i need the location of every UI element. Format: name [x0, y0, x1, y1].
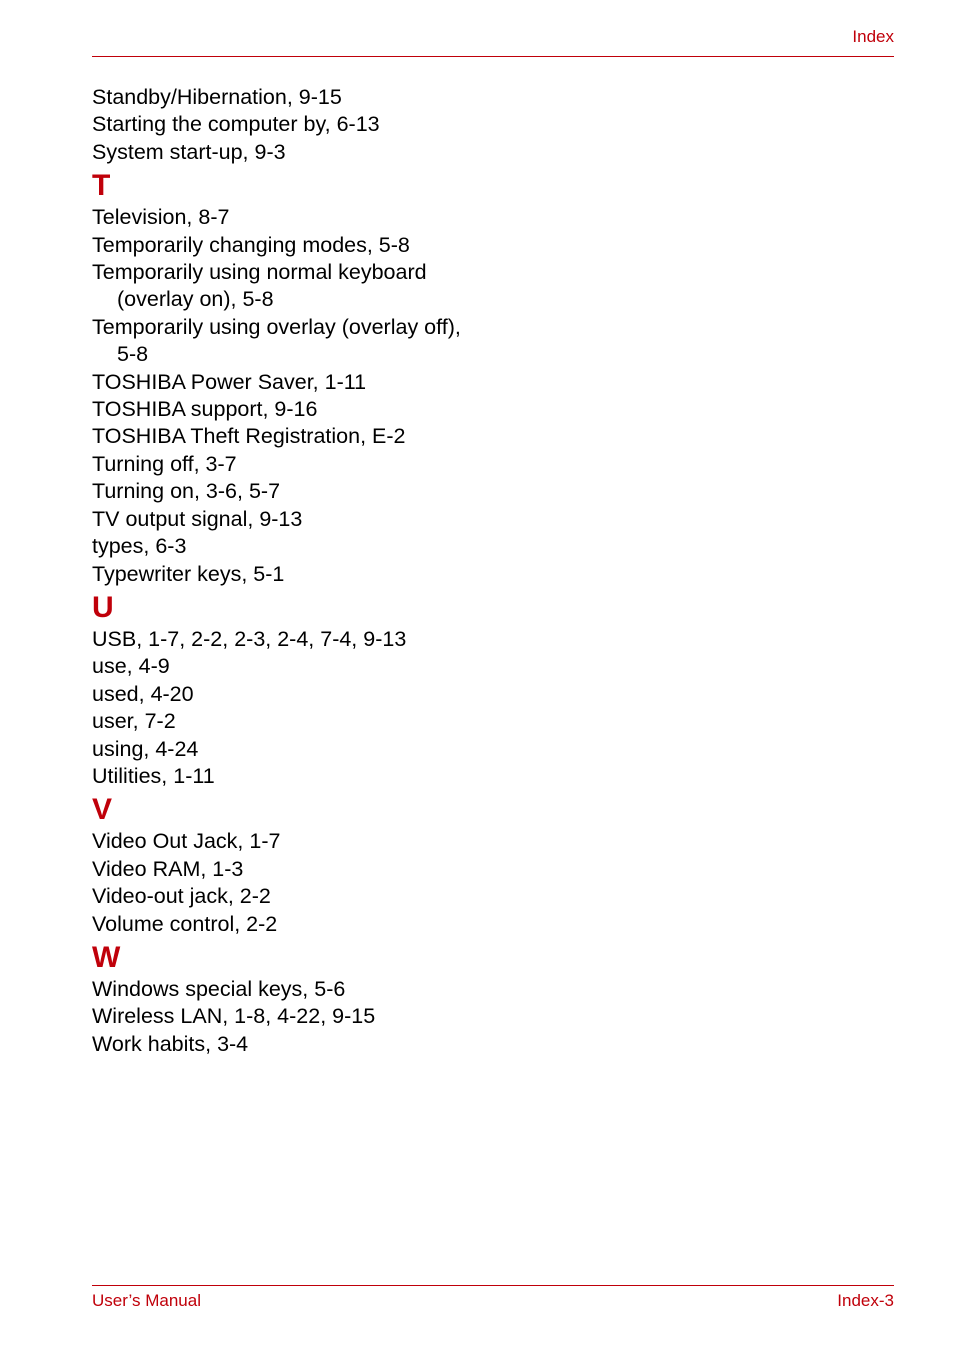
index-entry: Wireless LAN, 1-8, 4-22, 9-15	[92, 1004, 376, 1029]
index-entry-continuation: 5-8	[117, 342, 149, 367]
index-list	[92, 84, 512, 1058]
index-entry: Video-out jack, 2-2	[92, 884, 271, 909]
footer-page-number: Index-3	[837, 1291, 894, 1310]
index-entry: Temporarily using normal keyboard	[92, 260, 427, 285]
index-entry: using, 4-24	[92, 736, 199, 761]
index-entry: use, 4-9	[92, 654, 170, 679]
index-entry: TOSHIBA Power Saver, 1-11	[92, 369, 367, 394]
index-entry: Video Out Jack, 1-7	[92, 829, 281, 854]
index-letter-heading: V	[92, 793, 113, 827]
index-entry: TV output signal, 9-13	[92, 506, 303, 531]
index-entry: Volume control, 2-2	[92, 911, 278, 936]
header-section-label: Index	[852, 27, 894, 46]
index-entry: Windows special keys, 5-6	[92, 976, 346, 1001]
index-entry: user, 7-2	[92, 709, 176, 734]
index-entry: Turning off, 3-7	[92, 451, 237, 476]
index-entry: Temporarily using overlay (overlay off),	[92, 314, 461, 339]
index-letter-heading: T	[92, 169, 111, 203]
index-entry: types, 6-3	[92, 534, 187, 559]
header-rule	[92, 56, 894, 57]
index-entry: TOSHIBA support, 9-16	[92, 397, 318, 422]
index-entry: System start-up, 9-3	[92, 139, 286, 164]
index-entry: Work habits, 3-4	[92, 1031, 249, 1056]
footer-manual-title: User’s Manual	[92, 1291, 201, 1310]
index-entry: Utilities, 1-11	[92, 763, 215, 788]
index-letter-heading: U	[92, 590, 114, 624]
index-entry: used, 4-20	[92, 681, 194, 706]
index-entry: USB, 1-7, 2-2, 2-3, 2-4, 7-4, 9-13	[92, 626, 407, 651]
index-entry: Temporarily changing modes, 5-8	[92, 232, 410, 257]
index-entry: TOSHIBA Theft Registration, E-2	[92, 424, 406, 449]
index-entry: Starting the computer by, 6-13	[92, 112, 380, 137]
index-entry: Video RAM, 1-3	[92, 856, 244, 881]
footer-rule	[92, 1285, 894, 1286]
index-entry: Television, 8-7	[92, 205, 230, 230]
index-entry-continuation: (overlay on), 5-8	[117, 287, 274, 312]
index-entry: Typewriter keys, 5-1	[92, 561, 285, 586]
index-letter-heading: W	[92, 940, 121, 974]
index-entry: Turning on, 3-6, 5-7	[92, 479, 281, 504]
index-entry: Standby/Hibernation, 9-15	[92, 85, 342, 109]
